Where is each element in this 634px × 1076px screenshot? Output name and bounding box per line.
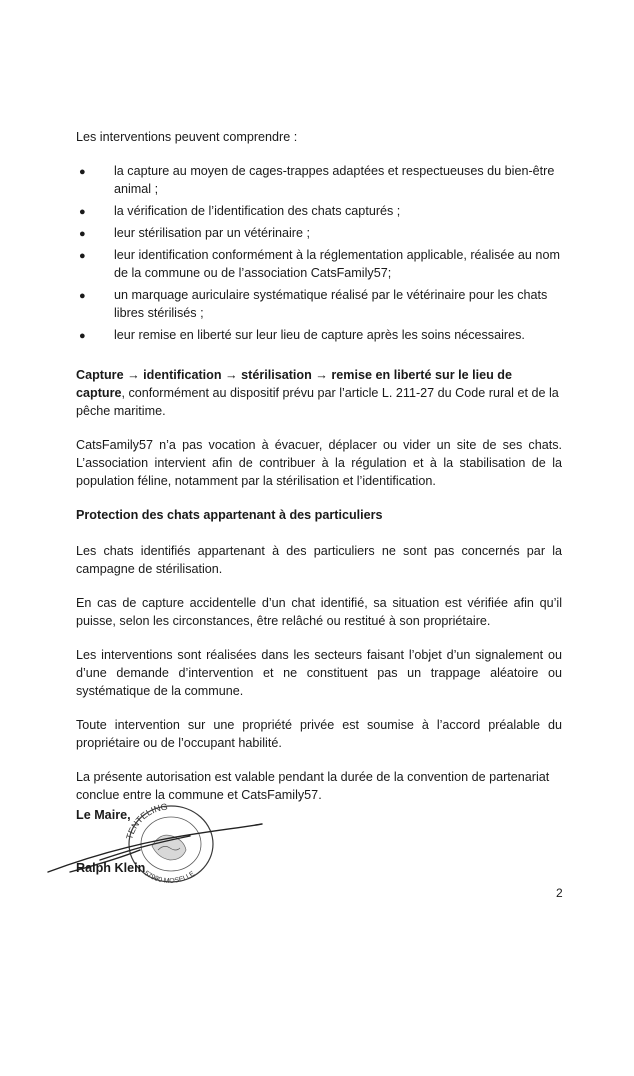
stamp-bottom-text: 57980 MOSELLE [142,869,197,886]
paragraph: Les chats identifiés appartenant à des particuliers ne sont pas concernés par la campagne de stérilisation. [76,544,562,576]
bullet-icon: ● [79,330,86,342]
intervention-list [76,162,562,344]
paragraph: En cas de capture accidentelle d’un chat identifié, sa situation est vérifiée afin qu’il puisse, selon les circonstances, être relâché ou restitué à son propriétaire. [76,596,562,628]
stamp-top-text: TENTELING [124,801,169,841]
bullet-icon: ● [79,250,86,262]
process-legal-ref: , conformément au dispositif prévu par l’article L. 211-27 du Code rural et de la pêche maritime. [76,386,559,418]
bullet-icon: ● [79,228,86,240]
paragraph: La présente autorisation est valable pendant la durée de la convention de partenariat conclue entre la commune et CatsFamily57. [76,770,550,802]
intro-text: Les interventions peuvent comprendre : [76,130,298,144]
signature-name: Ralph Klein [76,861,146,875]
section-title: Protection des chats appartenant à des particuliers [76,508,383,522]
signature-block [40,800,300,890]
page-number: 2 [556,886,563,900]
list-item: ● leur identification conformément à la réglementation applicable, réalisée au nom de la commune ou de l’association CatsFamily57; [79,248,560,280]
list-item: ● la capture au moyen de cages-trappes adaptées et respectueuses du bien-être animal ; [79,164,555,196]
process-paragraph [76,366,562,420]
list-item: ● leur remise en liberté sur leur lieu de capture après les soins nécessaires. [76,326,562,344]
signature-title: Le Maire, [76,808,131,822]
list-item: ● la vérification de l’identification des chats capturés ; [76,202,562,220]
process-steps: Capture → identification → stérilisation → remise en liberté sur le lieu de capture [76,368,512,400]
paragraph: Les interventions sont réalisées dans les secteurs faisant l’objet d’un signalement ou d’une demande d’intervention et ne constituent pas un trappage aléatoire ou systématique de la commune. [76,648,562,698]
bullet-icon: ● [79,166,86,178]
bullet-icon: ● [79,206,86,218]
list-item: ● leur stérilisation par un vétérinaire ; [76,224,562,242]
paragraph: Toute intervention sur une propriété privée est soumise à l’accord préalable du propriétaire ou de l’occupant habilité. [76,718,562,750]
list-item: ● un marquage auriculaire systématique réalisé par le vétérinaire pour les chats libres stérilisés ; [79,288,548,320]
document-body [76,128,562,820]
bullet-icon: ● [79,290,86,302]
role-paragraph: CatsFamily57 n’a pas vocation à évacuer, déplacer ou vider un site de ses chats. L’association intervient afin de contribuer à la régulation et à la stabilisation de la population féline, notamment par la stérilisation et l’identification. [76,438,562,488]
